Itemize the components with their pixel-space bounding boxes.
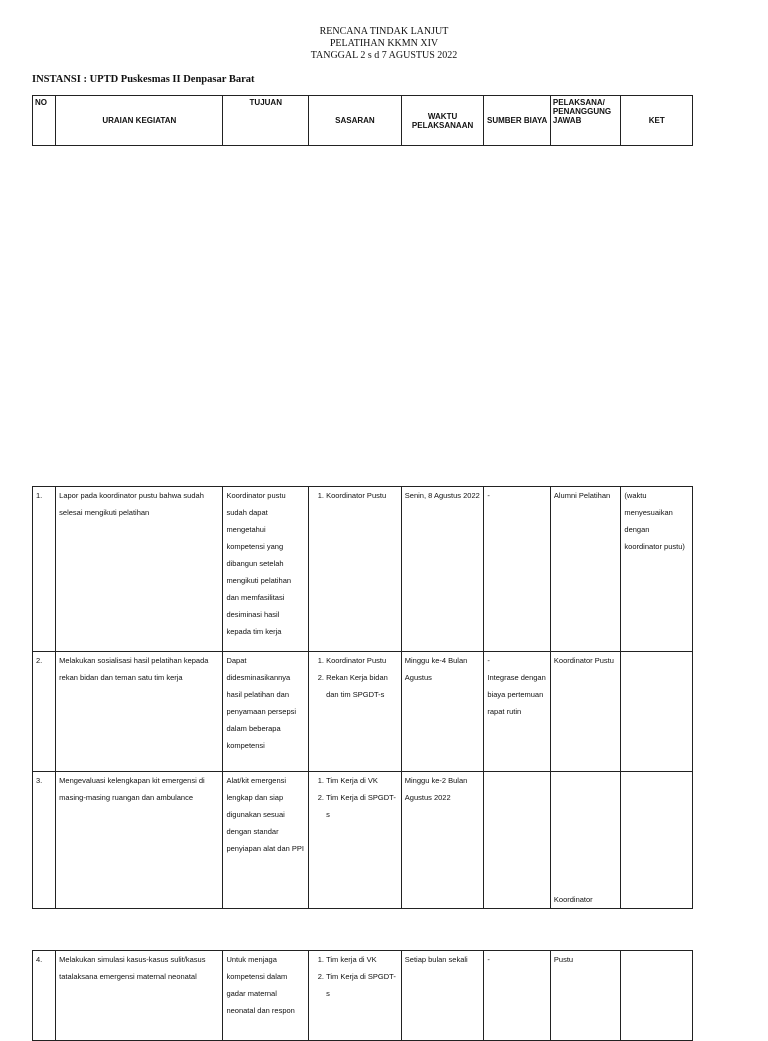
row-biaya xyxy=(484,772,551,909)
row-sasaran xyxy=(309,652,402,772)
biaya-note: Integrase dengan biaya pertemuan rapat rutin xyxy=(487,673,546,716)
row-tujuan: Dapat didesminasikannya hasil pelatihan dan penyamaan persepsi dalam beberapa kompetensi xyxy=(223,652,309,772)
biaya-dash: - xyxy=(487,656,490,665)
col-pelaksana: PELAKSANA/ PENANGGUNG JAWAB xyxy=(550,96,621,146)
row-biaya: - xyxy=(484,951,551,1041)
sasaran-item: 2. Rekan Kerja bidan dan tim SPGDT-s xyxy=(326,669,398,703)
row-tujuan: Untuk menjaga kompetensi dalam gadar maternal neonatal dan respon xyxy=(223,951,309,1041)
row-uraian: Lapor pada koordinator pustu bahwa sudah selesai mengikuti pelatihan xyxy=(56,487,223,652)
row-waktu: Setiap bulan sekali xyxy=(401,951,484,1041)
col-tujuan: TUJUAN xyxy=(223,96,309,146)
row-ket xyxy=(621,652,693,772)
sasaran-item: 2. Tim Kerja di SPGDT-s xyxy=(326,789,398,823)
doc-date: TANGGAL 2 s d 7 AGUSTUS 2022 xyxy=(310,50,458,61)
row-biaya xyxy=(484,652,551,772)
row-uraian: Melakukan simulasi kasus-kasus sulit/kasus tatalaksana emergensi maternal neonatal xyxy=(56,951,223,1041)
table-row xyxy=(33,487,693,652)
row-no: 3. xyxy=(33,772,56,909)
sasaran-item: 1. Koordinator Pustu xyxy=(326,487,398,504)
table-row xyxy=(33,652,693,772)
row-uraian: Melakukan sosialisasi hasil pelatihan kepada rekan bidan dan teman satu tim kerja xyxy=(56,652,223,772)
table-row xyxy=(33,951,693,1041)
table-body-1 xyxy=(32,486,693,909)
col-biaya: SUMBER BIAYA xyxy=(484,96,551,146)
row-sasaran xyxy=(309,951,402,1041)
col-sasaran: SASARAN xyxy=(309,96,402,146)
row-tujuan: Koordinator pustu sudah dapat mengetahui kompetensi yang dibangun setelah mengikuti pelatihan dan memfasilitasi desiminasi hasil kepada tim kerja xyxy=(223,487,309,652)
instansi-label: INSTANSI : UPTD Puskesmas II Denpasar Barat xyxy=(32,74,255,85)
sasaran-item: 2. Tim Kerja di SPGDT-s xyxy=(326,968,398,1002)
doc-subtitle: PELATIHAN KKMN XIV xyxy=(329,38,439,49)
sasaran-item: 1. Tim kerja di VK xyxy=(326,951,398,968)
table-header xyxy=(32,95,693,146)
row-no: 2. xyxy=(33,652,56,772)
row-ket xyxy=(621,772,693,909)
row-tujuan: Alat/kit emergensi lengkap dan siap digunakan sesuai dengan standar penyiapan alat dan PPI xyxy=(223,772,309,909)
row-sasaran xyxy=(309,487,402,652)
row-waktu: Minggu ke-4 Bulan Agustus xyxy=(401,652,484,772)
sasaran-item: 1. Koordinator Pustu xyxy=(326,652,398,669)
row-pelaksana: Koordinator xyxy=(550,772,621,909)
sasaran-item: 1. Tim Kerja di VK xyxy=(326,772,398,789)
row-waktu: Senin, 8 Agustus 2022 xyxy=(401,487,484,652)
row-no: 4. xyxy=(33,951,56,1041)
row-biaya: - xyxy=(484,487,551,652)
col-waktu: WAKTU PELAKSANAAN xyxy=(401,96,484,146)
row-uraian: Mengevaluasi kelengkapan kit emergensi di masing-masing ruangan dan ambulance xyxy=(56,772,223,909)
row-no: 1. xyxy=(33,487,56,652)
row-ket xyxy=(621,951,693,1041)
table-body-2 xyxy=(32,950,693,1041)
table-row xyxy=(33,772,693,909)
row-ket: (waktu menyesuaikan dengan koordinator pustu) xyxy=(621,487,693,652)
row-pelaksana: Pustu xyxy=(550,951,621,1041)
row-pelaksana: Koordinator Pustu xyxy=(550,652,621,772)
row-pelaksana: Alumni Pelatihan xyxy=(550,487,621,652)
doc-title: RENCANA TINDAK LANJUT xyxy=(319,26,449,37)
col-no: NO xyxy=(33,96,56,146)
row-sasaran xyxy=(309,772,402,909)
row-waktu: Minggu ke-2 Bulan Agustus 2022 xyxy=(401,772,484,909)
col-ket: KET xyxy=(621,96,693,146)
col-uraian: URAIAN KEGIATAN xyxy=(56,96,223,146)
